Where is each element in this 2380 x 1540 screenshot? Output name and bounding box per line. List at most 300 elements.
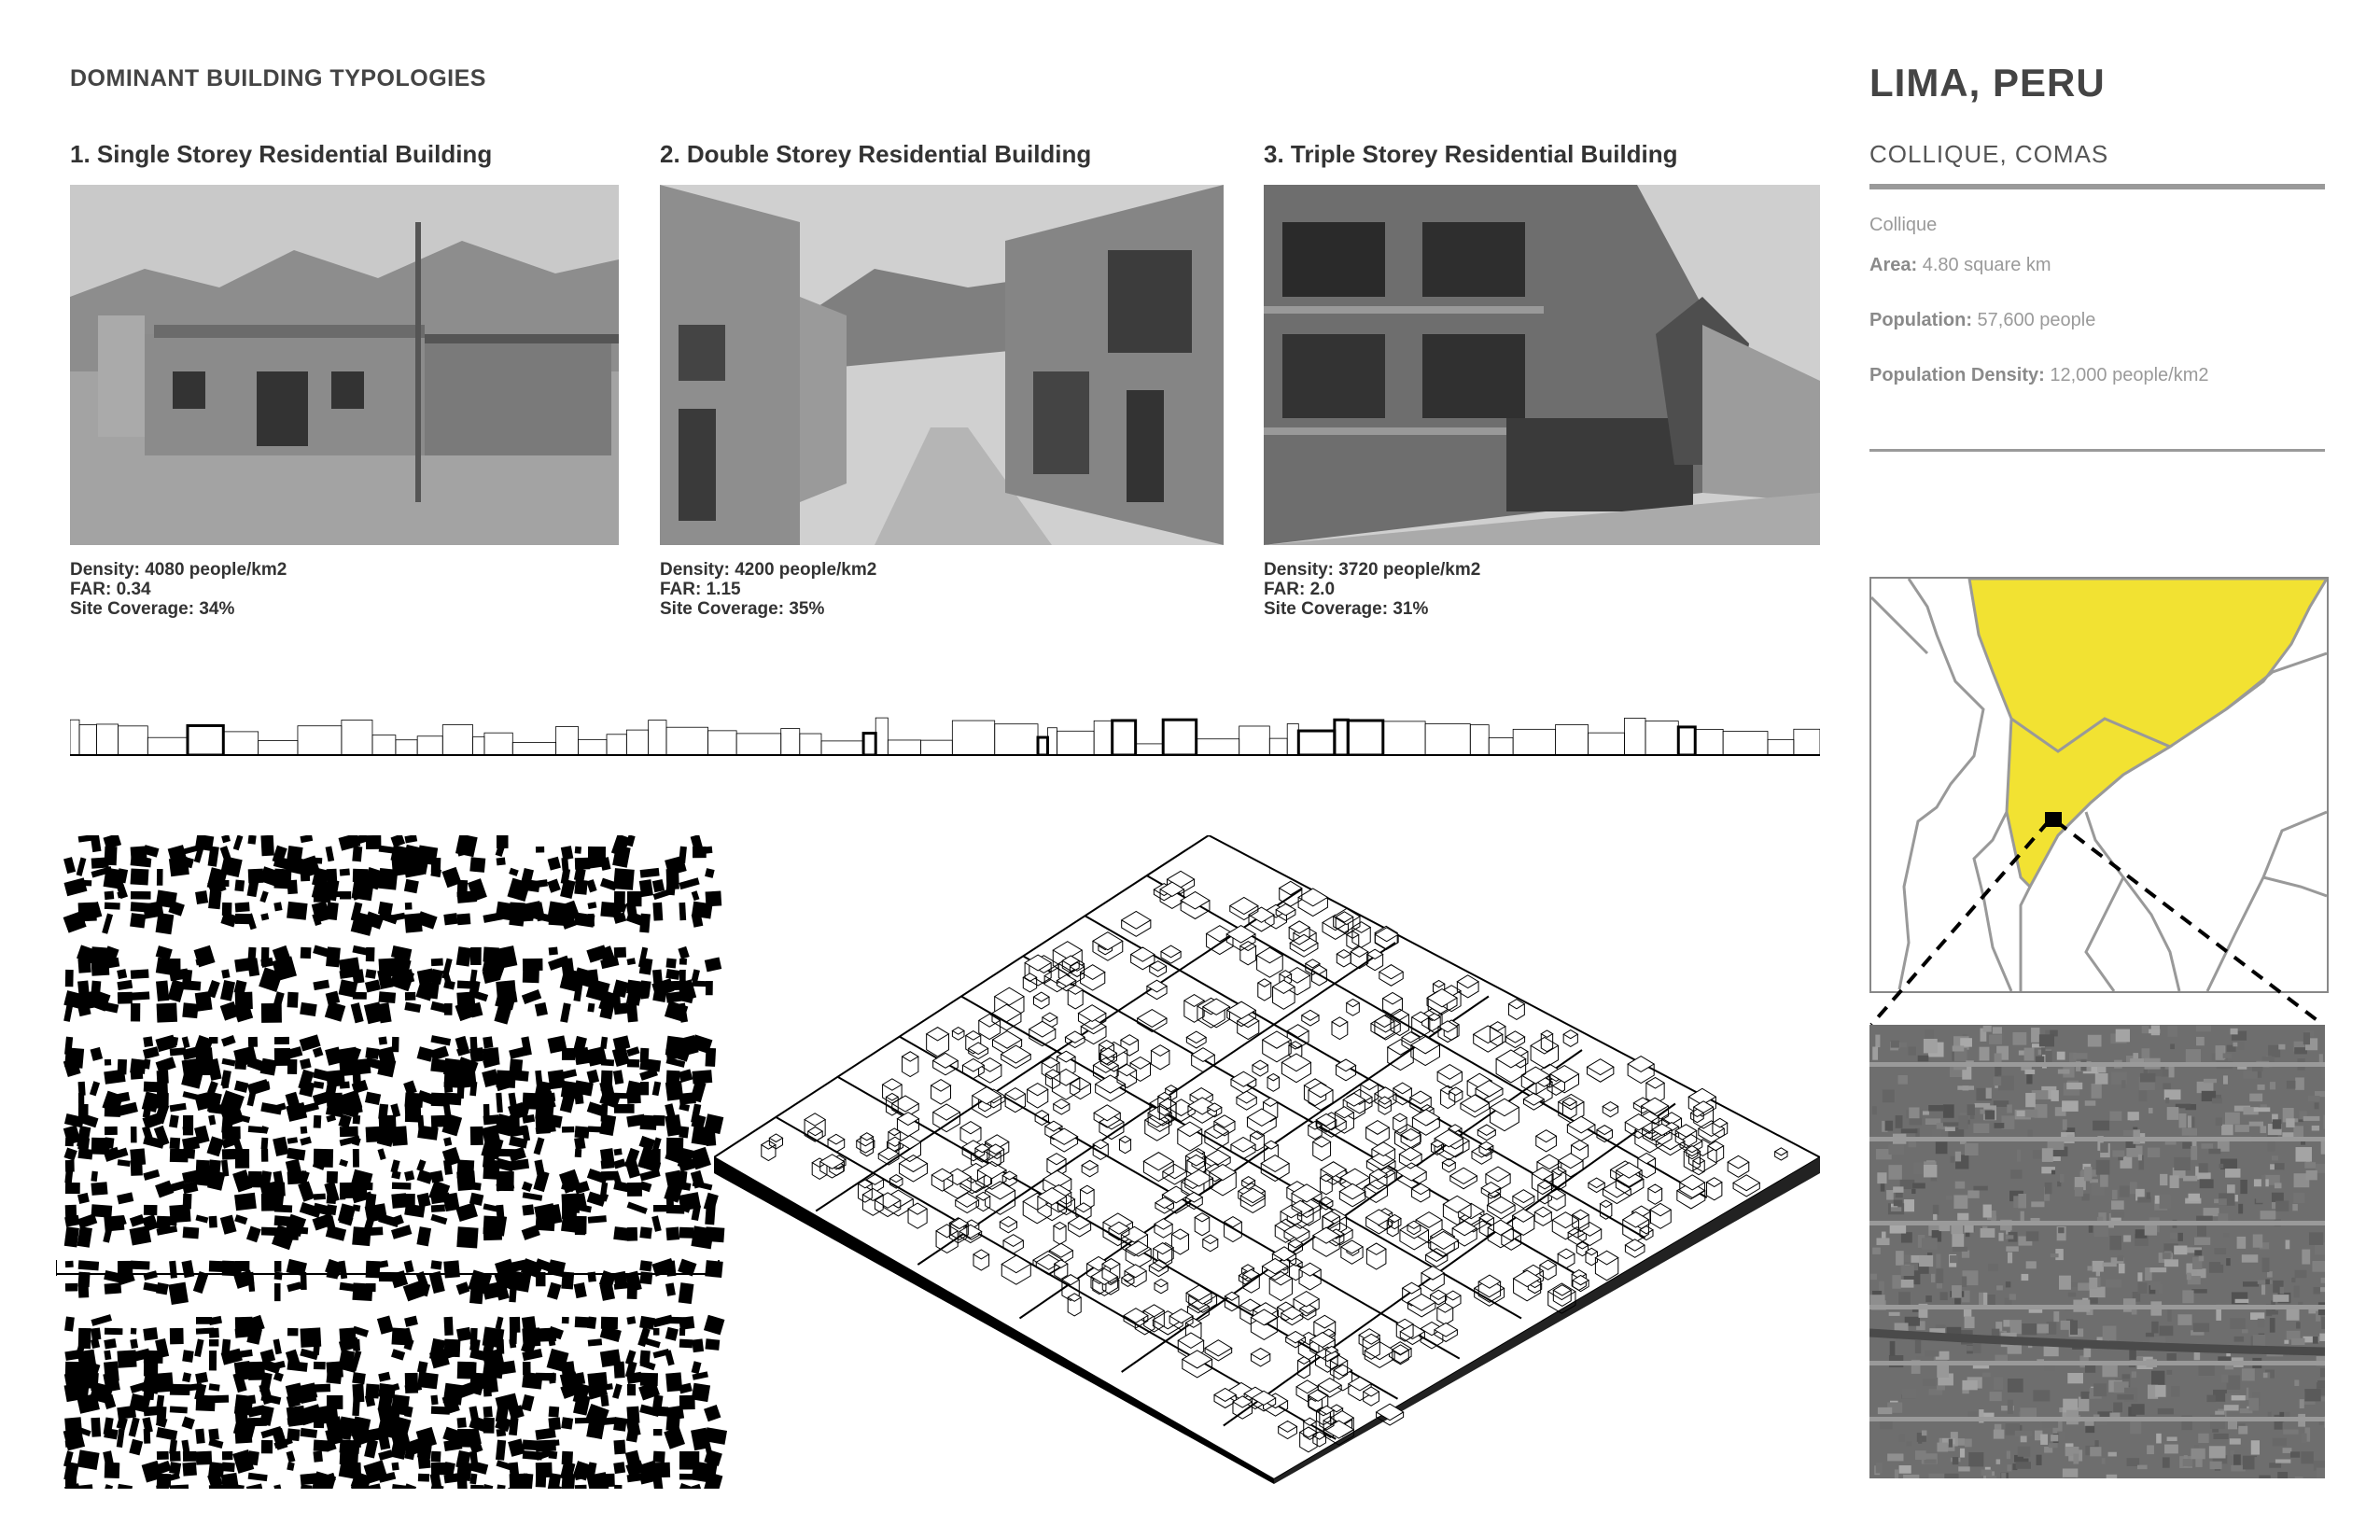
section-title: DOMINANT BUILDING TYPOLOGIES — [70, 65, 486, 91]
aerial-roof — [1899, 1435, 1905, 1442]
building-footprint — [65, 1160, 75, 1172]
building-footprint — [78, 1093, 84, 1104]
aerial-roof — [2090, 1447, 2101, 1456]
building-footprint — [143, 1270, 158, 1281]
aerial-roof — [2062, 1100, 2079, 1112]
building-footprint — [144, 1205, 158, 1215]
aerial-roof — [2119, 1264, 2125, 1274]
building-footprint — [391, 1126, 407, 1145]
aerial-roof — [2261, 1284, 2265, 1295]
building-footprint — [523, 970, 539, 983]
aerial-roof — [2008, 1379, 2023, 1393]
typology-3-stats — [1264, 560, 1480, 619]
building-footprint — [221, 969, 230, 978]
building-footprint — [404, 1260, 414, 1273]
street-photo-icon — [660, 185, 1224, 545]
aerial-roof — [1943, 1104, 1954, 1117]
aerial-roof — [1937, 1364, 1949, 1378]
building-footprint — [366, 947, 375, 961]
aerial-roof — [2007, 1104, 2012, 1113]
aerial-roof — [2237, 1237, 2247, 1249]
aerial-roof — [2045, 1051, 2051, 1064]
building-footprint — [431, 959, 443, 966]
building-footprint — [549, 1407, 560, 1418]
building-footprint — [77, 1226, 91, 1248]
aerial-roof — [2066, 1083, 2082, 1089]
building-footprint — [195, 1372, 208, 1384]
aerial-roof — [1945, 1127, 1955, 1131]
building-footprint — [287, 1462, 294, 1470]
aerial-roof — [1996, 1285, 2003, 1290]
building-footprint — [561, 858, 568, 871]
aerial-street — [1869, 1137, 2325, 1141]
building-footprint — [652, 903, 663, 921]
aerial-roof — [2133, 1053, 2138, 1059]
aerial-roof — [2277, 1370, 2291, 1379]
building-footprint — [183, 1148, 196, 1158]
aerial-roof — [2140, 1073, 2156, 1082]
aerial-roof — [1887, 1453, 1903, 1461]
building-footprint — [378, 1372, 390, 1382]
aerial-roof — [1994, 1378, 2003, 1391]
building-footprint — [536, 1215, 555, 1231]
building-footprint — [626, 835, 636, 847]
aerial-roof — [2322, 1446, 2325, 1454]
building-footprint — [131, 868, 149, 885]
building-footprint — [77, 1137, 90, 1150]
building-footprint — [651, 1215, 662, 1231]
aerial-roof — [2287, 1081, 2296, 1089]
aerial-roof — [2292, 1204, 2298, 1211]
building-footprint — [665, 1226, 679, 1240]
building-footprint — [131, 1261, 150, 1270]
building-footprint — [65, 1183, 80, 1194]
building-footprint — [405, 992, 415, 1001]
aerial-roof — [1937, 1385, 1945, 1390]
building-footprint — [220, 1215, 237, 1235]
aerial-roof — [1960, 1038, 1972, 1046]
aerial-roof — [2100, 1173, 2108, 1186]
building-footprint — [353, 1115, 361, 1125]
population-info — [1869, 310, 2095, 331]
aerial-roof — [2261, 1211, 2276, 1219]
building-footprint — [131, 891, 151, 900]
aerial-roof — [2227, 1375, 2241, 1389]
building-footprint — [339, 1428, 352, 1440]
building-footprint — [157, 1003, 177, 1023]
aerial-roof — [1909, 1107, 1919, 1118]
aerial-roof — [1965, 1439, 1972, 1448]
building-footprint — [90, 1081, 100, 1096]
aerial-roof — [1883, 1089, 1895, 1102]
building-footprint — [131, 991, 150, 1001]
aerial-roof — [2003, 1320, 2009, 1326]
aerial-roof — [2197, 1172, 2211, 1179]
building-footprint — [195, 1429, 205, 1444]
building-footprint — [614, 1148, 623, 1155]
building-footprint — [652, 1081, 662, 1096]
aerial-roof — [2197, 1225, 2206, 1237]
section-building — [298, 726, 342, 755]
building-footprint — [170, 1406, 188, 1413]
aerial-roof — [2044, 1346, 2059, 1356]
section-building — [1113, 721, 1136, 755]
building-footprint — [613, 1440, 625, 1455]
aerial-roof — [2191, 1146, 2197, 1160]
building-footprint — [234, 1193, 257, 1211]
building-footprint — [273, 1361, 285, 1369]
building-footprint — [129, 1439, 143, 1456]
aerial-roof — [1937, 1443, 1948, 1452]
building-footprint — [613, 1002, 628, 1015]
building-footprint — [104, 1351, 111, 1361]
building-footprint — [326, 1225, 346, 1241]
aerial-roof — [2191, 1289, 2207, 1293]
divider-thin — [1869, 449, 2325, 452]
building-footprint — [144, 1351, 163, 1364]
aerial-roof — [2147, 1445, 2154, 1454]
aerial-roof — [2265, 1279, 2270, 1284]
section-building — [1425, 724, 1470, 755]
building-footprint — [613, 1462, 625, 1474]
aerial-roof — [2163, 1253, 2171, 1259]
building-footprint — [195, 1215, 208, 1224]
building-footprint — [639, 1260, 652, 1271]
building-footprint — [665, 1327, 679, 1341]
aerial-roof — [2313, 1337, 2318, 1344]
aerial-roof — [2149, 1108, 2153, 1113]
aerial-roof — [2163, 1083, 2170, 1088]
building-footprint — [105, 903, 120, 910]
aerial-roof — [2164, 1445, 2178, 1454]
aerial-roof — [2294, 1286, 2300, 1298]
aerial-roof — [1996, 1459, 2001, 1463]
aerial-roof — [2042, 1148, 2053, 1162]
section-building — [1383, 721, 1425, 755]
aerial-roof — [1877, 1172, 1886, 1183]
building-footprint — [129, 1417, 140, 1436]
building-footprint — [377, 1315, 394, 1334]
aerial-roof — [2063, 1468, 2078, 1477]
aerial-roof — [1939, 1292, 1947, 1300]
section-building — [1723, 732, 1768, 755]
building-footprint — [273, 902, 282, 911]
section-building — [1335, 720, 1348, 755]
aerial-roof — [2199, 1256, 2204, 1262]
building-footprint — [182, 1462, 196, 1476]
typology-2-stats — [660, 560, 876, 619]
aerial-roof — [1967, 1190, 1979, 1197]
building-footprint — [483, 1407, 493, 1418]
building-footprint — [118, 1159, 131, 1167]
aerial-roof — [2108, 1452, 2117, 1457]
building-footprint — [509, 1418, 518, 1436]
aerial-roof — [1889, 1312, 1900, 1316]
building-footprint — [77, 1148, 92, 1159]
aerial-roof — [2164, 1259, 2178, 1267]
aerial-roof — [1931, 1274, 1935, 1282]
building-footprint — [352, 1372, 366, 1384]
aerial-roof — [1899, 1465, 1911, 1474]
building-footprint — [91, 835, 102, 852]
aerial-roof — [2037, 1455, 2042, 1465]
aerial-roof — [2018, 1194, 2026, 1209]
typology-2-title: 2. Double Storey Residential Building — [660, 140, 1092, 168]
building-footprint — [574, 1137, 585, 1150]
aerial-roof — [2274, 1396, 2277, 1403]
aerial-roof — [2323, 1115, 2325, 1129]
building-footprint — [679, 903, 686, 920]
aerial-roof — [2232, 1395, 2246, 1400]
aerial-roof — [1876, 1238, 1889, 1245]
building-footprint — [469, 1461, 488, 1475]
building-footprint — [352, 969, 364, 984]
aerial-roof — [2306, 1170, 2317, 1180]
section-building — [888, 740, 920, 755]
aerial-roof — [2182, 1128, 2197, 1136]
building-footprint — [653, 1451, 665, 1463]
building-footprint — [706, 847, 713, 854]
building-footprint — [483, 1227, 502, 1240]
building-footprint — [535, 1428, 555, 1440]
building-footprint — [627, 1059, 639, 1068]
building-footprint — [392, 1037, 399, 1052]
section-building — [1298, 731, 1335, 755]
building-footprint — [131, 1127, 137, 1142]
aerial-roof — [2026, 1231, 2039, 1241]
building-footprint — [366, 1183, 373, 1190]
aerial-roof — [2294, 1047, 2307, 1054]
aerial-roof — [2075, 1187, 2083, 1197]
building-footprint — [692, 890, 700, 901]
aerial-roof — [2170, 1175, 2179, 1188]
aerial-roof — [2163, 1457, 2170, 1467]
section-building — [736, 734, 781, 755]
section-building — [952, 721, 994, 755]
building-footprint — [169, 1473, 180, 1481]
aerial-roof — [2194, 1238, 2210, 1245]
building-footprint — [600, 1326, 622, 1342]
aerial-roof — [2073, 1053, 2087, 1059]
building-footprint — [575, 1149, 582, 1157]
aerial-roof — [1988, 1439, 2004, 1444]
section-building — [70, 720, 79, 755]
building-footprint — [678, 946, 689, 959]
aerial-roof — [2151, 1371, 2164, 1385]
building-footprint — [614, 1093, 628, 1099]
building-footprint — [613, 1226, 629, 1241]
building-footprint — [665, 969, 679, 980]
building-footprint — [626, 1428, 639, 1442]
divider-thick — [1869, 184, 2325, 189]
building-footprint — [65, 1439, 78, 1447]
aerial-street — [1869, 1417, 2325, 1421]
building-footprint — [533, 1170, 549, 1192]
aerial-roof — [2210, 1462, 2222, 1469]
building-footprint — [523, 1192, 543, 1200]
density-label: Population Density: — [1869, 365, 2045, 385]
building-footprint — [483, 1484, 493, 1489]
building-footprint — [327, 891, 341, 897]
building-footprint — [352, 1395, 360, 1416]
building-footprint — [117, 1417, 128, 1430]
aerial-photo-icon — [1869, 1025, 2325, 1478]
building-footprint — [405, 903, 413, 910]
building-footprint — [665, 1261, 676, 1277]
building-footprint — [170, 1451, 181, 1462]
building-footprint — [170, 1484, 189, 1489]
typology-1-title: 1. Single Storey Residential Building — [70, 140, 493, 168]
aerial-roof — [2025, 1110, 2038, 1118]
section-building — [921, 740, 953, 755]
aerial-roof — [1968, 1452, 1983, 1466]
typology-1-coverage: Site Coverage: 34% — [70, 599, 235, 619]
aerial-roof — [2254, 1179, 2269, 1186]
aerial-roof — [2165, 1098, 2169, 1103]
building-footprint — [170, 1138, 181, 1150]
building-footprint — [208, 1114, 216, 1125]
building-footprint — [63, 857, 76, 874]
building-footprint — [182, 1372, 191, 1382]
building-footprint — [497, 857, 506, 865]
building-footprint — [91, 857, 109, 868]
aerial-roof — [2150, 1267, 2167, 1272]
aerial-roof — [1888, 1144, 1904, 1155]
aerial-roof — [2233, 1043, 2237, 1047]
building-footprint — [627, 1183, 642, 1197]
building-footprint — [679, 1316, 694, 1330]
aerial-roof — [2291, 1338, 2304, 1345]
aerial-roof — [2166, 1370, 2172, 1375]
aerial-roof — [2320, 1368, 2325, 1378]
building-footprint — [417, 1361, 428, 1373]
building-footprint — [301, 1428, 318, 1438]
building-footprint — [639, 1226, 652, 1239]
aerial-roof — [2223, 1053, 2232, 1057]
aerial-roof — [2070, 1321, 2078, 1335]
building-footprint — [261, 1138, 269, 1150]
aerial-roof — [2093, 1121, 2109, 1131]
building-footprint — [156, 1427, 177, 1441]
aerial-roof — [2295, 1477, 2303, 1478]
building-footprint — [234, 1214, 247, 1225]
building-footprint — [613, 1417, 627, 1432]
typology-3-title: 3. Triple Storey Residential Building — [1264, 140, 1678, 168]
building-footprint — [497, 1428, 507, 1436]
building-footprint — [444, 1082, 454, 1093]
building-footprint — [169, 1114, 179, 1127]
aerial-roof — [2017, 1111, 2026, 1116]
building-footprint — [105, 1059, 111, 1066]
location-name: Collique — [1869, 215, 1938, 235]
building-footprint — [209, 1339, 218, 1347]
aerial-roof — [2100, 1142, 2107, 1153]
aerial-roof — [2273, 1119, 2282, 1128]
aerial-roof — [2209, 1102, 2215, 1114]
building-footprint — [104, 1070, 125, 1085]
building-footprint — [157, 1451, 169, 1460]
section-building — [1794, 729, 1820, 755]
building-footprint — [561, 1417, 573, 1429]
aerial-roof — [1982, 1373, 1991, 1378]
aerial-roof — [2058, 1069, 2070, 1073]
building-footprint — [313, 980, 329, 990]
aerial-roof — [2219, 1164, 2224, 1169]
aerial-roof — [2230, 1438, 2241, 1444]
building-footprint — [156, 1282, 169, 1295]
aerial-roof — [2149, 1029, 2160, 1033]
building-footprint — [693, 847, 707, 858]
aerial-roof — [2167, 1353, 2177, 1361]
building-footprint — [679, 1474, 697, 1480]
aerial-roof — [1957, 1085, 1974, 1090]
building-footprint — [157, 869, 163, 886]
aerial-roof — [2096, 1160, 2110, 1175]
section-building — [1163, 720, 1196, 755]
aerial-roof — [2221, 1125, 2233, 1136]
section-building — [473, 736, 484, 755]
building-footprint — [130, 913, 146, 928]
building-footprint — [339, 1159, 348, 1167]
building-footprint — [416, 1226, 431, 1246]
building-footprint — [366, 1261, 381, 1279]
section-building — [417, 736, 442, 755]
aerial-roof — [2051, 1090, 2058, 1101]
aerial-roof — [2063, 1119, 2067, 1129]
building-footprint — [235, 1428, 253, 1443]
aerial-roof — [2301, 1451, 2314, 1463]
aerial-roof — [2214, 1248, 2226, 1254]
building-footprint — [287, 1137, 299, 1144]
building-footprint — [443, 1260, 460, 1278]
section-building — [781, 729, 800, 755]
building-footprint — [510, 1070, 529, 1082]
building-footprint — [391, 1349, 405, 1360]
district-title: COLLIQUE, COMAS — [1869, 140, 2109, 168]
aerial-roof — [1875, 1035, 1880, 1047]
aerial-roof — [2156, 1434, 2162, 1444]
section-building — [1348, 721, 1383, 755]
aerial-roof — [1983, 1205, 1992, 1218]
building-footprint — [105, 1282, 122, 1294]
aerial-roof — [1958, 1115, 1967, 1129]
aerial-roof — [1989, 1034, 2002, 1043]
aerial-roof — [2179, 1113, 2187, 1128]
building-footprint — [679, 1339, 693, 1349]
building-footprint — [549, 1451, 558, 1460]
aerial-roof — [2083, 1348, 2091, 1357]
typology-3-photo — [1264, 185, 1820, 545]
building-footprint — [391, 1193, 407, 1209]
building-footprint — [63, 1003, 73, 1022]
section-building — [512, 742, 555, 755]
building-footprint — [378, 1449, 393, 1461]
building-footprint — [614, 947, 626, 958]
aerial-roof — [2057, 1432, 2065, 1441]
aerial-roof — [2273, 1438, 2287, 1447]
building-footprint — [627, 1202, 648, 1214]
building-footprint — [104, 1428, 118, 1439]
building-footprint — [353, 1149, 359, 1168]
section-building — [707, 731, 736, 755]
aerial-photo — [1869, 1025, 2325, 1478]
building-footprint — [117, 1192, 133, 1204]
aerial-roof — [2277, 1472, 2288, 1478]
aerial-roof — [2073, 1453, 2079, 1463]
building-footprint — [327, 1194, 337, 1204]
aerial-roof — [2027, 1050, 2032, 1057]
aerial-roof — [1946, 1196, 1953, 1199]
